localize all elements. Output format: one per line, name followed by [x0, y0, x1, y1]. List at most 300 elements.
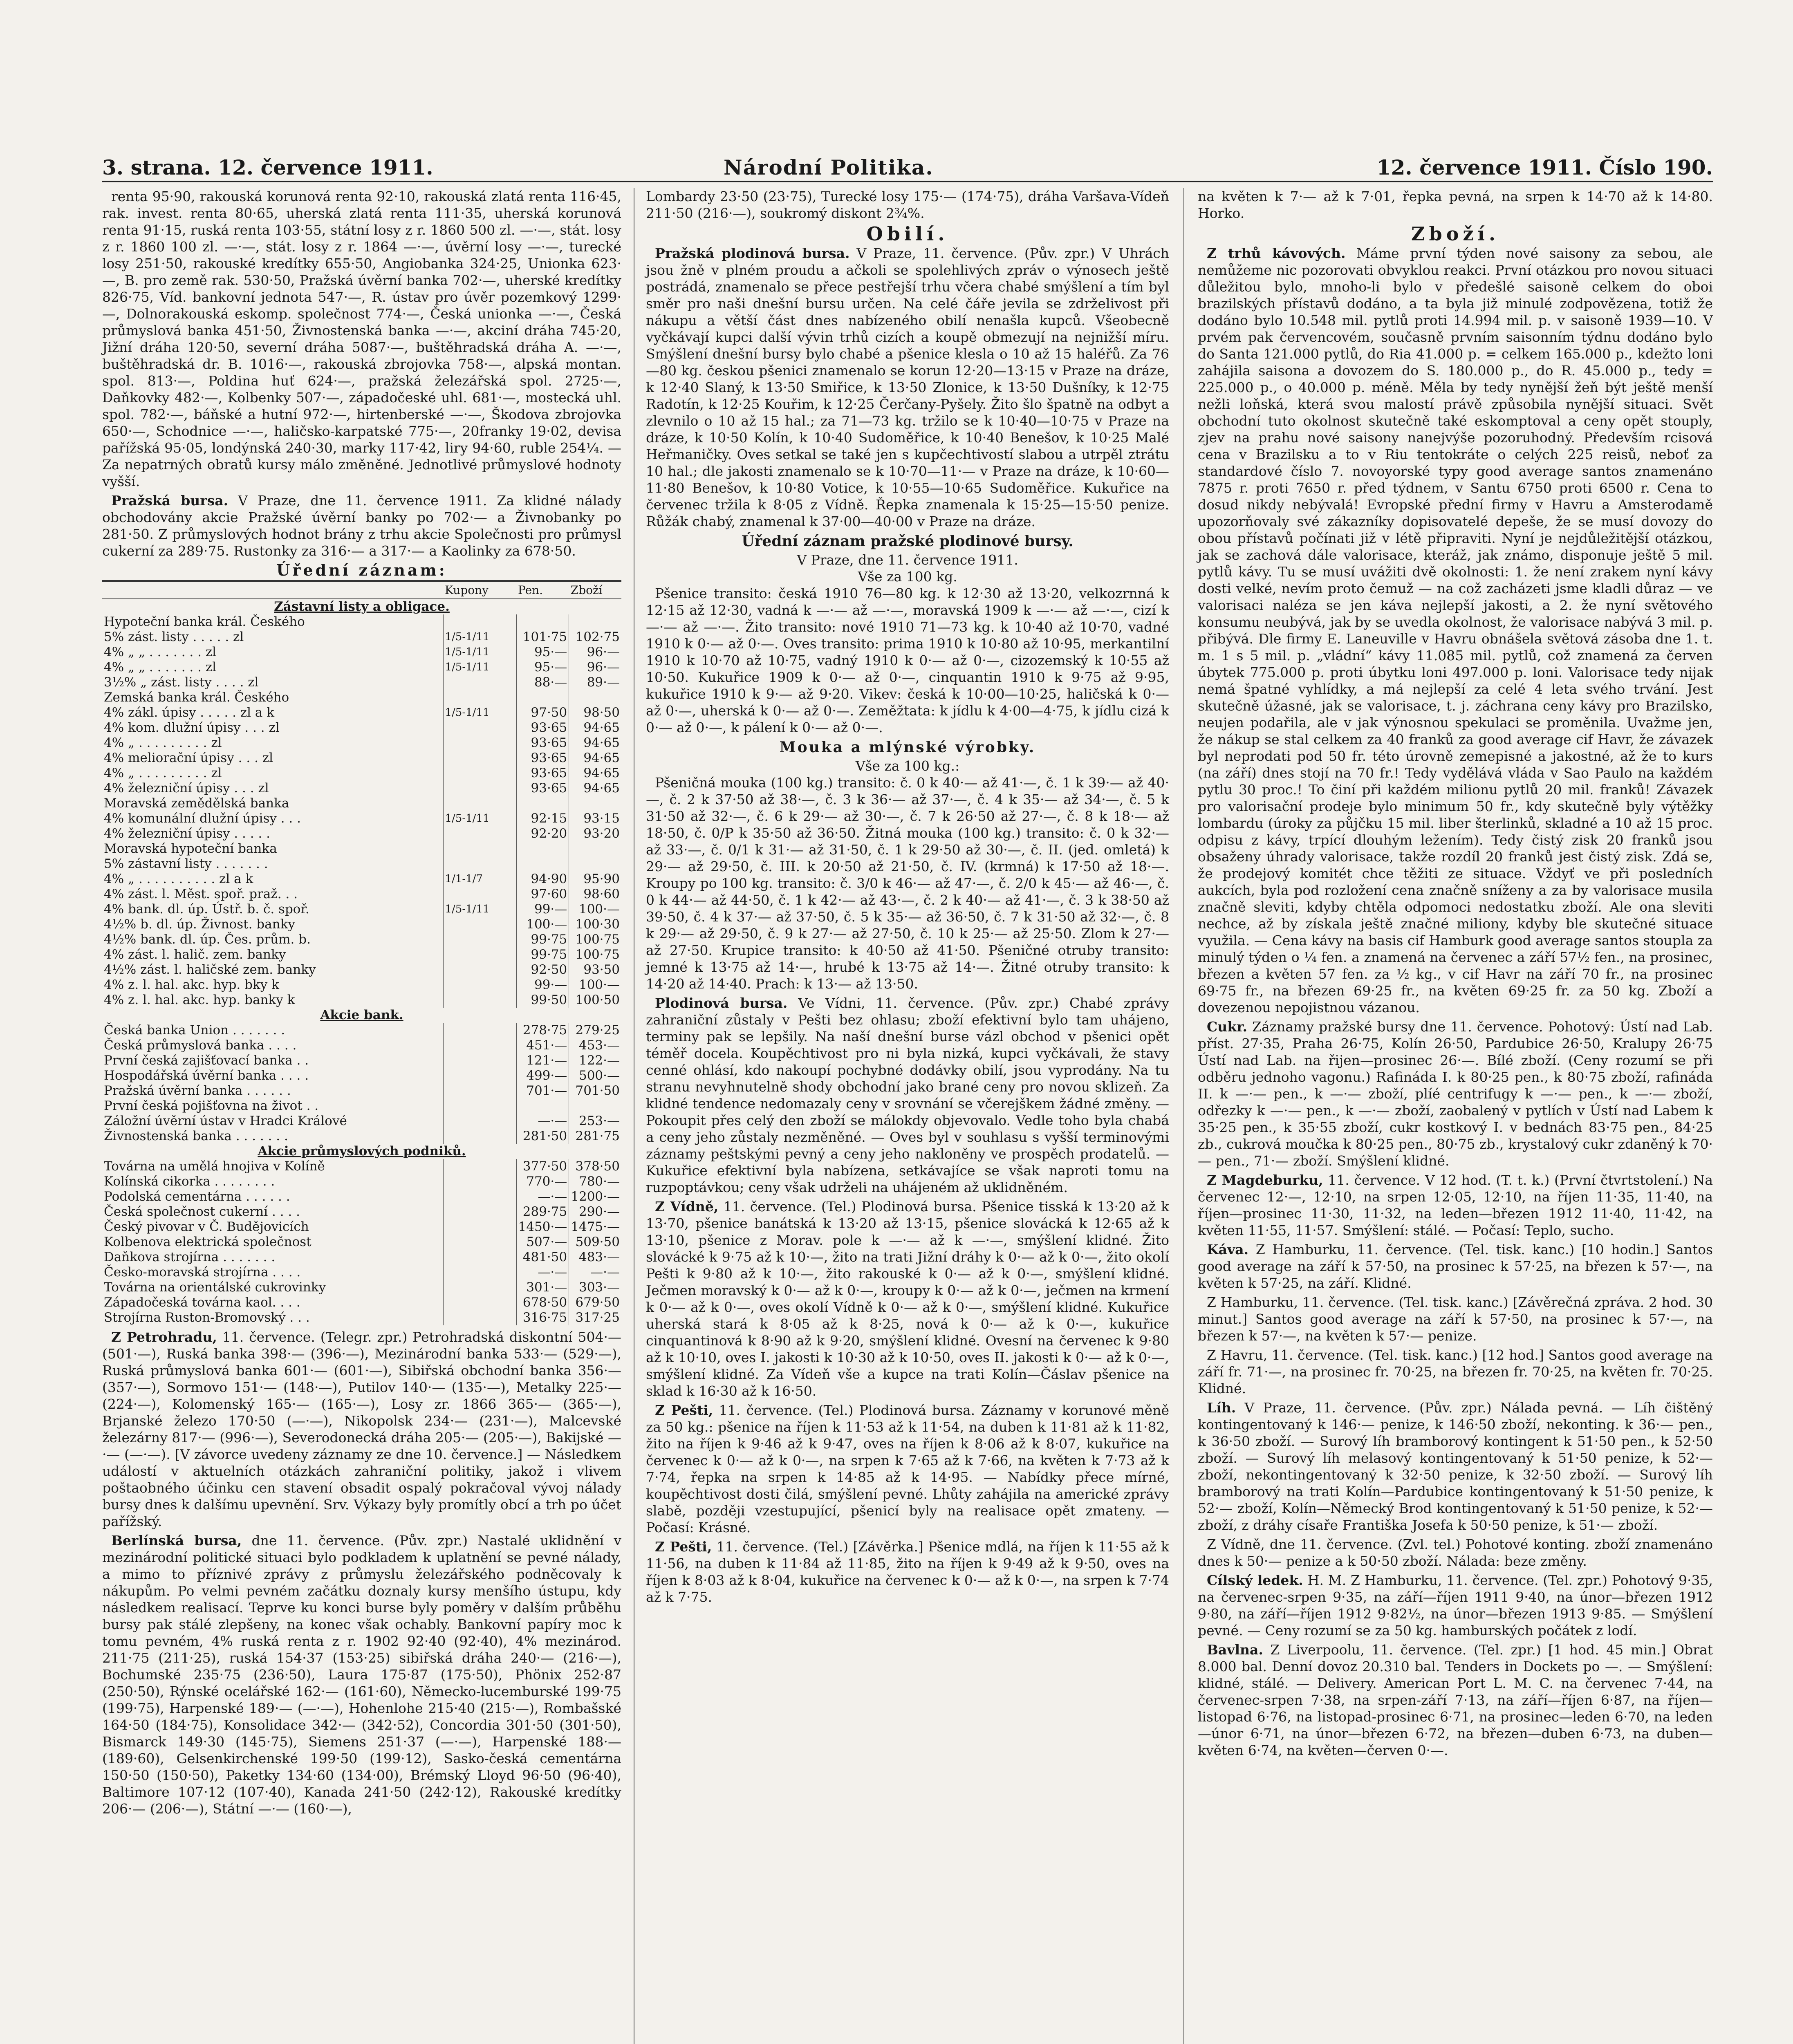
table-row	[102, 947, 621, 962]
price-ask: 453·—	[569, 1038, 621, 1053]
price-ask	[569, 690, 621, 705]
vienna-lead: Plodinová bursa.	[655, 995, 788, 1011]
coupon-dates	[443, 962, 516, 977]
price-bid	[516, 796, 569, 811]
petrograd-lead: Z Petrohradu,	[111, 1329, 217, 1345]
price-bid: 100·—	[516, 917, 569, 932]
price-bid	[516, 1098, 569, 1114]
table-row	[102, 735, 621, 751]
prague-bourse-lead: Pražská bursa.	[111, 493, 229, 509]
price-ask	[569, 1098, 621, 1114]
coupon-dates	[443, 856, 516, 872]
table-row	[102, 977, 621, 993]
table-row	[102, 1098, 621, 1114]
havr-paragraph: Z Havru, 11. července. (Tel. tisk. kanc.) [12 hod.] Santos good average na září fr. 71·—, na prosinec fr. 70·25, na březen fr. 70·25, na květen fr. 70·25. Klidné.	[1198, 1347, 1713, 1396]
coupon-dates	[443, 796, 516, 811]
coupon-dates	[443, 751, 516, 766]
price-ask	[569, 856, 621, 872]
security-name: Česká společnost cukerní . . . .	[104, 1204, 300, 1219]
security-name: Moravská zemědělská banka	[104, 796, 289, 811]
mouka-text: Pšeničná mouka (100 kg.) transito: č. 0 k 40·— až 41·—, č. 1 k 39·— až 40·—, č. 2 k 37·50 až 38·—, č. 3 k 36·— až 37·—, č. 4 k 35·— až 34·—, č. 5 k 31·50 až 32·—, č. 6 k 29·— až 30·—, č. 7 k 26·50 až 27·—, č. 8 k 18·— až 18·50, č. 0/P k 35·50 až 36·50. Žitná mouka (100 kg.) transito: č. 0 k 32·— až 33·—, č. 0/1 k 31·— až 31·50, č. 1 k 29·50 až 30·—, č. II. (jed. omletá) k 29·— až 29·50, č. III. k 20·50 až 21·50, č. IV. (krmná) k 17·50 až 18·—. Kroupy po 100 kg. transito: č. 3/0 k 46·— až 47·—, č. 2/0 k 45·— až 46·—, č. 0 k 44·— až 44·50, č. 1 k 42·— až 43·—, č. 2 k 40·— až 41·—, č. 3 k 38·50 až 39·50, č. 4 k 37·— až 37·50, č. 5 k 35·— až 36·50, č. 7 k 31·50 až 32·—, č. 8 k 29·— až 29·50, č. 9 k 27·— až 27·50, č. 10 k 25·— až 25·50. Zlom k 27·— až 27·50. Krupice transito: k 40·50 až 41·50. Pšeničné otruby transito: jemné k 13·75 až 14·—, hrubé k 13·75 až 14·—. Žitné otruby transito: k 14·20 až 14·40. Prach: k 13·— až 13·50.	[646, 775, 1169, 992]
kava-text: Máme první týden nové saisony za sebou, ale nemůžeme nic pozorovati obvyklou reakci. První otázkou pro novou situaci důležitou bylo, mnoho-li bylo v předešlé saisoně celkem do oboi brazilských přístavů dodáno, a ta byla již minulé zodpovězena, totiž že dodáno bylo 10.548 mil. pytlů proti 14.994 mil. p. v saisoně 1939—10. V prvém pak červencovém, současně prvním saisonním týdnu dodáno bylo do Santa 121.000 pytlů, do Ria 41.000 p. = celkem 165.000 p., kdežto loni zahájila saisona a dovozem do S. 180.000 p., do R. 45.000 p., tedy = 225.000 p., o 40.000 p. méně. Měla by tedy nynější žeň být ještě menší nežli loňská, která svou malostí právě způsobila nynější situaci. Svět obchodní tuto okolnost skutečně také eskomptoval a ceny opět stouply, zjev na prahu nové saisony nanejvýše pozoruhodný. Především rcisová cena v Brazilsku a to v Riu tentokráte o celých 225 reisů, neboť za standardové číslo 7. novoyorské typy good average santos znamenáno 7875 r. proti 7650 r. před týdnem, v Santu 6750 proti 6500 r. Cena to dosud nikdy nebývalá! Evropské přední firmy v Havru a Amsterodamě upozorňovaly své zákazníky dopisovatelé depeše, že se musí dovozy do obou přístavů počínati již v létě připraviti. Nyní je nejdůležitější otázkou, jak se zachová dále valorisace, kteráž, jak známo, disponuje ještě 5 mil. pytlů kávy. Tu se musí uvážiti dvě okolnosti: 1. že není zrakem nyní kávy dosti velké, nevím proto čemuž — na což zacházeti jsme kladli důraz — ve valorisaci naléza se jen káva nejlepší jakosti, a 2. že nyní světového konsumu neubývá, jak by se uvedla okolnost, že valorisace nabývá 3 mil. p. přibývá. Dle firmy E. Laneuville v Havru obnášela světová zásoba dne 1. t. m. 1 s 5 mil. p. „vládní“ kávy 11.085 mil. pytlů, což znamená za červen úbytek 775.000 p. proti úbytku loni 497.000 p. loni. Valorisace tedy nijak nemá špatné vyhlídky, a má nejlepší za celé 4 leta svého trvání. Jest skutečně úžasné, jak se valorisace, t. j. záchrana ceny kávy pro Brazilsko, neujen podařila, ale v jak výnosnou spekulaci se proměnila. Uvažme jen, že nákup se stal celkem za 40 franků za good average cif Havr, že závazek byl neprodati pod 50 fr. této úrovně zemepisné a jakostné, až že to kurs (na září) dnes stojí na 70 fr.! Tedy vydělává vláda v Sao Paulo na každém pytlu 30 proc.! To činí při každém milionu pytlů 20 mil. franků! Závazek pro valorisační prodeje bylo minimum 50 fr., kdy skutečně byly výtěžky lombardu (úroky za půjčku 15 mil. liber šterlinků, skladné a 10 až 15 proc. odpisu z kávy, trpící dlouhým ležením). Tedy čistý zisk 20 franků jsou obsaženy úhrady valorisace, takže rozdíl 20 franků jest čistý zisk. Zdá se, že prodejový komitét chce těžiti ze situace. Vždyť ve při posledních aukcích, byla pod rozložení cena značně sníženy a za by valorisace musila značně sleviti, kdyby chtěla odpomoci nedostatku zboží. Ale ona sleviti nechce, až by získala ještě značné miliony, kdyby ble skutečné situace využila. — Cena kávy na basis cif Hamburk good average santos stoupla za minulý týden o ¼ fen. a znamená na červenec a září 57½ fen., na prosinec, březen a květen 57 fen. za ½ kg., v cif Havr na září 70 fr., na prosinec 69·75 fr., na březen 69·25 fr., na květen 69·25 fr. za 50 kg. Zboží a dovezenou nepojistnou vázanou.	[1198, 245, 1713, 1015]
column-divider-2	[1183, 188, 1184, 2044]
coupon-dates	[443, 735, 516, 751]
table-row	[102, 872, 621, 887]
security-name: Pražská úvěrní banka . . . . . .	[104, 1083, 291, 1098]
price-ask: 303·—	[569, 1280, 621, 1295]
price-ask: 100·75	[569, 947, 621, 962]
security-name: 4% z. l. hal. akc. hyp. banky k	[104, 993, 295, 1007]
security-name: Záložní úvěrní ústav v Hradci Králové	[104, 1114, 347, 1128]
price-bid: 701·—	[516, 1083, 569, 1098]
coupon-dates	[443, 1189, 516, 1204]
security-name: 4% bank. dl. úp. Ústř. b. č. spoř.	[104, 902, 309, 917]
price-ask: 253·—	[569, 1114, 621, 1129]
price-bid: 93·65	[516, 751, 569, 766]
price-ask: 93·15	[569, 811, 621, 826]
magdeburg-paragraph	[1198, 1172, 1713, 1239]
price-bid: 95·—	[516, 645, 569, 660]
price-ask: 509·50	[569, 1235, 621, 1250]
section-zbozi-title: Zboží.	[1411, 223, 1500, 245]
table-row	[102, 690, 621, 705]
table-row	[102, 781, 621, 796]
ledek-paragraph	[1198, 1572, 1713, 1639]
security-name: 4% „ „ . . . . . . . zl	[104, 660, 217, 675]
coupon-dates	[443, 826, 516, 841]
price-ask: 378·50	[569, 1159, 621, 1174]
table-row	[102, 932, 621, 947]
price-ask: 100·—	[569, 977, 621, 993]
coupon-dates	[443, 1159, 516, 1174]
table-row	[102, 660, 621, 675]
col1-intro: renta 95·90, rakouská korunová renta 92·10, rakouská zlatá renta 116·45, rak. invest. renta 80·65, uherská zlatá renta 111·35, uherská korunová renta 91·15, ruská renta 103·55, státní losy z r. 1860 500 zl. —·—, stát. losy z r. 1860 100 zl. —·—, stát. losy z r. 1864 —·—, úvěrní losy —·—, turecké losy 251·50, rakouské kredítky 655·50, Angiobanka 324·25, Unionka 623·—, B. pro země rak. 530·50, Pražská úvěrní banka 702·—, uherské kredítky 826·75, Víd. bankovní jednota 547·—, R. ústav pro úvěr pozemkový 1299·—, Dolnorakouská eskomp. společnost 774·—, Česká unionka —·—, Česká průmyslová banka 451·50, Živnostenská banka —·—, akciní dráha 745·20, Jižní dráha 120·50, severní dráha 5087·—, buštěhradská dráha A. —·—, buštěhradská dr. B. 1016·—, rakouská zbrojovka 758·—, alpská montan. spol. 813·—, Poldina huť 624·—, pražská železářská spol. 2725·—, Daňkovky 482·—, Kolbenky 507·—, západočeské uhl. 681·—, mostecká uhl. spol. 782·—, báňské a hutní 972·—, hirtenberské —·—, Škodova zbrojovka 650·—, Schodnice —·—, haličsko-karpatské 775·—, 20franky 19·02, devisa pařížská 95·05, londýnská 240·30, marky 117·42, liry 94·60, ruble 254¼. — Za nepatrných obratů kursy málo změněné. Jednotlivé průmyslové hodnoty vyšší.	[102, 188, 621, 489]
petrograd-paragraph	[102, 1329, 621, 1530]
price-bid: 92·15	[516, 811, 569, 826]
price-ask: 94·65	[569, 735, 621, 751]
price-bid: 316·75	[516, 1310, 569, 1325]
security-name: Továrna na umělá hnojiva v Kolíně	[104, 1159, 325, 1174]
table-row	[102, 1114, 621, 1129]
header-pen: Pen.	[516, 581, 569, 599]
security-name: Kolínská cikorka . . . . . . . .	[104, 1174, 275, 1189]
security-name: 4% „ „ . . . . . . . zl	[104, 645, 217, 659]
lih-text: V Praze, 11. července. (Pův. zpr.) Nálada pevná. — Líh čištěný kontingentovaný k 146·— penize, k 146·50 zboží, nekonting. k 36·— pen., k 36·50 zboží. — Surový líh bramborový kontingent k 51·50 pen., k 52·50 zboží. — Surový líh melasový kontingentovaný k 51·50 penize, k 52·— zboží, nekontingentovaný k 32·50 penize, k 32·50 zboží. — Surový líh bramborový na trati Kolín—Pardubice kontingentovaný k 51·50 penize, k 52·— zboží, Kolín—Německý Brod kontingentovaný k 51·50 penize, k 52·— zboží, z dráhy císaře Františka Josefa k 50·50 penize, k 51·— zboží.	[1198, 1400, 1713, 1533]
coupon-dates: 1/5-1/11	[443, 630, 516, 645]
table-row	[102, 1129, 621, 1144]
security-name: 4½% b. dl. úp. Živnost. banky	[104, 917, 295, 932]
table-row	[102, 1310, 621, 1325]
security-name: 4% „ . . . . . . . . . . zl a k	[104, 872, 253, 886]
official-plodinova-unit: Vše za 100 kg.	[858, 569, 957, 585]
mouka-title: Mouka a mlýnské výrobky.	[779, 739, 1036, 756]
table-row	[102, 1068, 621, 1083]
cukr-lead: Cukr.	[1207, 1019, 1247, 1035]
price-bid: 121·—	[516, 1053, 569, 1068]
coupon-dates	[443, 1174, 516, 1189]
table-row	[102, 917, 621, 932]
quotes-group-title	[102, 599, 621, 614]
table-row	[102, 993, 621, 1008]
security-name: Český pivovar v Č. Budějovicích	[104, 1219, 309, 1234]
official-plodinova-text: Pšenice transito: česká 1910 76—80 kg. k 12·30 až 13·20, velkozrnná k 12·15 až 12·30, vadná k —·— až —·—, moravská 1909 k —·— až —·—, cizí k —·— až —·—. Žito transito: nové 1910 71—73 kg. k 10·40 až 10·70, vadné 1910 k 0·— až 0·—. Oves transito: prima 1910 k 10·80 až 10·95, merkantilní 1910 k 10·70 až 10·75, vadný 1910 k 0·— až 0·—, cizozemský k 10·55 až 10·50. Kukuřice 1909 k 0·— až 0·—, cinquantin 1910 k 9·75 až 9·95, kukuřice 1910 k 9·— až 9·20. Vikev: česká k 10·00—10·25, haličská k 0·— až 0·—, uherská k 0·— až 0·—. Zeměžtata: k jídlu k 4·00—4·75, k jídlu cizá k 0·— až 0·—, k pálení k 0·— až 0·—.	[646, 585, 1169, 735]
security-name: První česká zajišťovací banka . .	[104, 1053, 309, 1068]
security-name: 4% meliorační úpisy . . . zl	[104, 751, 273, 765]
price-ask: 679·50	[569, 1295, 621, 1310]
plodinova-text: V Praze, 11. července. (Pův. zpr.) V Uhrách jsou žně v plném proudu a ačkoli se spolehlivých zpráv o výnosech ještě postrádá, znamenalo se přece pestřejší trhu včera chabé smýšlení a tím byl směr pro naši dnešní bursu určen. Na celé čáře jevila se zdrželivost při nákupu a větší část dnes nabízeného obilí nenašla kupců. Všeobecně vyčkávají kupci další vývin trhů cizích a koupě obmezují na nejnižší míru. Smýšlení dnešní bursy bylo chabé a pšenice klesla o 10 až 15 haléřů. Za 76—80 kg. českou pšenici znamenalo se korun 12·20—13·15 v Praze na dráze, k 12·40 Slaný, k 13·50 Smiřice, k 13·50 Zlonice, k 13·50 Dušníky, k 12·75 Radotín, k 12·25 Kouřim, k 12·25 Čerčany-Pyšely. Žito šlo špatně na odbyt a zlevnilo o 10 až 15 hal.; za 71—73 kg. tržilo se k 10·40—10·75 v Praze na dráze, k 10·50 Kolín, k 10·40 Sudoměřice, k 10·40 Benešov, k 10·25 Malé Heřmaničky. Oves setkal se také jen s kupčechtivostí slabou a utrpěl ztrátu 10 hal.; dle jakosti znamenalo se k 10·70—11·— v Praze na dráze, k 10·60—11·80 Benešov, k 10·80 Votice, k 10·55—10·65 Sudoměřice. Kukuřice na červenec tržila k 8·05 z Vídně. Řepka znamenala k 15·25—15·50 penize. Růžák chabý, znamenal k 37·00—40·00 v Praze na dráze.	[646, 245, 1169, 529]
price-bid: 92·20	[516, 826, 569, 841]
price-bid: 770·—	[516, 1174, 569, 1189]
coupon-dates	[443, 1083, 516, 1098]
pest2-text: 11. července. (Tel.) [Závěrka.] Pšenice mdlá, na říjen k 11·55 až k 11·56, na duben k 11·84 až 11·85, žito na říjen k 9·49 až k 9·50, oves na říjen k 8·03 až k 8·04, kukuřice na červenec k 0·— až k 0·—, na srpen k 7·74 až k 7·75.	[646, 1539, 1169, 1605]
price-ask: 94·65	[569, 766, 621, 781]
coupon-dates	[443, 781, 516, 796]
price-ask: 500·—	[569, 1068, 621, 1083]
column-1	[102, 188, 621, 1820]
price-ask: 98·50	[569, 705, 621, 720]
price-ask: 102·75	[569, 630, 621, 645]
price-bid: 99·75	[516, 947, 569, 962]
price-bid: —·—	[516, 1189, 569, 1204]
header-zbozi: Zboží	[569, 581, 621, 599]
coupon-dates	[443, 1219, 516, 1235]
coupon-dates	[443, 932, 516, 947]
table-row	[102, 826, 621, 841]
price-bid: 289·75	[516, 1204, 569, 1219]
table-row	[102, 675, 621, 690]
vienna-paragraph	[646, 995, 1169, 1196]
header-kupony: Kupony	[443, 581, 516, 599]
bavlna-lead: Bavlna.	[1207, 1642, 1263, 1658]
price-ask: 1475·—	[569, 1219, 621, 1235]
prague-bourse-paragraph	[102, 492, 621, 559]
coupon-dates: 1/5-1/11	[443, 811, 516, 826]
cukr-text: Záznamy pražské bursy dne 11. července. Pohotový: Ústí nad Lab. příst. 27·35, Praha 26·75, Kolín 26·50, Pardubice 26·50, Kralupy 26·75 Ústí nad Lab. na řijen—prosinec 26·—. Bílé zboží. (Ceny rozumí se při odběru jednoho vagonu.) Rafináda I. k 80·25 pen., k 80·75 zboží, rafináda II. k —·— pen., k —·— zboží, plíé centrifugy k —·— pen., k —·— zboží, odřezky k —·— pen., k —·— zboží, zaobalený v pytlích v Ústí nad Labem k 35·25 pen., k 35·55 zboží, cukr kostkový I. v bednách 83·75 pen., 84·25 zb., cukrová moučka k 80·25 pen., 80·75 zb., krystalový cukr zdaněný k 70·— pen., 71·— zboží. Smýšlení klidné.	[1198, 1019, 1713, 1169]
price-ask: 93·50	[569, 962, 621, 977]
table-row	[102, 1038, 621, 1053]
coupon-dates: 1/5-1/11	[443, 705, 516, 720]
quotes-group-title	[102, 1008, 621, 1023]
price-bid: —·—	[516, 1114, 569, 1129]
price-ask: 780·—	[569, 1174, 621, 1189]
prague-bourse-text: V Praze, dne 11. července 1911. Za klidné nálady obchodovány akcie Pražské úvěrní banky po 702·— a Živnobanky po 281·50. Z průmyslových hodnot brány z trhu akcie Společnosti pro průmysl cukerní za 289·75. Rustonky za 316·— a 317·— a Kaolinky za 678·50.	[102, 493, 621, 559]
security-name: Česko-moravská strojírna . . . .	[104, 1265, 301, 1280]
price-ask	[569, 841, 621, 856]
official-record-title: Úřední záznam:	[276, 561, 447, 579]
security-name: Továrna na orientálské cukrovinky	[104, 1280, 326, 1295]
quotes-table-header	[102, 581, 621, 599]
coupon-dates	[443, 977, 516, 993]
price-bid: 1450·—	[516, 1219, 569, 1235]
price-bid: 278·75	[516, 1023, 569, 1038]
price-bid: 451·—	[516, 1038, 569, 1053]
price-ask: 96·—	[569, 660, 621, 675]
security-name: 4% „ . . . . . . . . . zl	[104, 735, 222, 750]
price-ask: 701·50	[569, 1083, 621, 1098]
security-name: Západočeská továrna kaol. . . .	[104, 1295, 300, 1310]
security-name: 4½% zást. l. haličské zem. banky	[104, 962, 316, 977]
security-name: 4% kom. dlužní úpisy . . . zl	[104, 720, 280, 735]
column-3	[1198, 188, 1713, 1761]
security-name: 3½% „ zást. listy . . . . zl	[104, 675, 259, 690]
table-row	[102, 766, 621, 781]
security-name: 4% zákl. úpisy . . . . . zl a k	[104, 705, 275, 720]
table-row	[102, 1280, 621, 1295]
security-name: 4% z. l. hal. akc. hyp. bky k	[104, 977, 279, 992]
security-name: Podolská cementárna . . . . . .	[104, 1189, 290, 1204]
price-ask: 89·—	[569, 675, 621, 690]
price-bid	[516, 614, 569, 630]
quotes-group-title-cell: Akcie bank.	[320, 1008, 403, 1022]
column-2	[646, 188, 1169, 1608]
price-ask: 98·60	[569, 887, 621, 902]
vienna-text: Ve Vídni, 11. července. (Pův. zpr.) Chabé zprávy zahraniční zůstaly v Pešti bez ohlasu; zboží efektivní bylo tam uhájeno, terminy pak se lepšily. Na naší dnešní burse vázl obchod v pšenici opět téměř docela. Koupěchtivost pro ni byla nizká, kupci vyčkávali, že stavy cenné ohlásí, kdo nakoupí pochybné dodávky obilí, jsou vyprodány. Na tu stranu nevyhnutelně shody obchodní jako brané ceny pro novou sklizeň. Za klidné tendence nedomazaly ceny v srovnání se včerejškem žádné změny. — Pokoupit přes celý den zboží se málokdy objevovalo. Vedle toho byla chabá a ceny jeho zůstaly nezměněné. — Oves byl v souhlasu s vyšší terminovými záznamy peštskými pevný a ceny jeho nakloněny ve prospěch prodatelů. — Kukuřice efektivní byla nabízena, setkávajíce se však naproti tomu na ruzpoptávkou; ceny však udrželi na uhájeném až uklidněném.	[646, 995, 1169, 1195]
lih2-paragraph: Z Vídně, dne 11. července. (Zvl. tel.) Pohotové konting. zboží znamenáno dnes k 50·— penize a k 50·50 zboží. Nálada: beze změny.	[1198, 1536, 1713, 1569]
pest-paragraph	[646, 1402, 1169, 1536]
table-row	[102, 1204, 621, 1219]
security-name: 5% zástavní listy . . . . . . .	[104, 856, 268, 871]
table-row	[102, 841, 621, 856]
kava2-lead: Káva.	[1207, 1242, 1249, 1257]
coupon-dates	[443, 1129, 516, 1144]
table-row	[102, 796, 621, 811]
berlin-text: dne 11. července. (Pův. zpr.) Nastalé uklidnění v mezinárodní politické situaci bylo podkladem k uplatnění se pevné nálady, a mimo to příznivé zprávy z průmyslu železářského podněcovaly k nákupům. Po velmi pevném začátku doznaly kursy menšího ústupu, kdy následkem realisací. Teprve ku konci burse byly poměry v dalším průběhu bursy pak stálé zlepšeny, na konec však ochably. Bankovní papíry moc k tomu pevném, 4% ruská renta z r. 1902 92·40 (92·40), 4% mezinárod. 211·75 (211·25), ruská 154·37 (153·25) sibiřská dráha 240·— (216·—), Bochumské 235·75 (236·50), Laura 175·87 (175·50), Phönix 252·87 (250·50), Rýnské ocelářské 162·— (161·60), Německo-lucemburské 199·75 (199·75), Harpenské 189·— (—·—), Hohenlohe 215·40 (215·—), Rombašské 164·50 (184·75), Konsolidace 342·— (342·52), Concordia 301·50 (301·50), Bismarck 149·30 (145·75), Siemens 251·37 (—·—), Harpenské 188·— (189·60), Gelsenkirchenské 199·50 (199·12), Sasko-česká cementárna 150·50 (150·50), Paketky 134·60 (134·00), Brémský Lloyd 96·50 (96·40), Baltimore 107·12 (107·40), Kanada 241·50 (242·12), Rakouské kredítky 206·— (206·—), Státní —·— (160·—),	[102, 1533, 621, 1817]
col2-intro: Lombardy 23·50 (23·75), Turecké losy 175·— (174·75), dráha Varšava-Vídeň 211·50 (216·—), soukromý diskont 2¾%.	[646, 188, 1169, 221]
price-bid: 499·—	[516, 1068, 569, 1083]
coupon-dates: 1/5-1/11	[443, 645, 516, 660]
price-bid: 377·50	[516, 1159, 569, 1174]
coupon-dates	[443, 917, 516, 932]
security-name: 4% zást. l. halič. zem. banky	[104, 947, 286, 962]
header-page-info: 3. strana. 12. července 1911.	[102, 155, 433, 179]
table-row	[102, 811, 621, 826]
price-ask: 93·20	[569, 826, 621, 841]
price-bid: 99·50	[516, 993, 569, 1008]
price-ask	[569, 614, 621, 630]
kava2-paragraph	[1198, 1241, 1713, 1291]
coupon-dates	[443, 841, 516, 856]
pest-text: 11. července. (Tel.) Plodinová bursa. Záznamy v korunové měně za 50 kg.: pšenice na říjen k 11·53 až k 11·54, na duben k 11·81 až k 11·82, žito na říjen k 9·46 až k 9·47, oves na říjen k 8·06 až k 8·07, kukuřice na červenec k 0·— až k 0·—, na srpen k 7·65 až k 7·66, na květen k 7·73 až k 7·74, řepka na srpen k 14·85 až k 14·95. — Nabídky přece mírné, koupěchtivost dosti čilá, smýšlení pevné. Lhůty zahájila na americké zprávy slabě, později vzestupující, pšenicí byly na realisace opět zmateny. — Počasí: Krásné.	[646, 1402, 1169, 1535]
newspaper-page	[102, 155, 1713, 2044]
price-bid: 97·50	[516, 705, 569, 720]
plodinova-lead: Pražská plodinová bursa.	[655, 245, 850, 261]
kava-lead: Z trhů kávových.	[1207, 245, 1346, 261]
price-bid: 301·—	[516, 1280, 569, 1295]
pest2-lead: Z Pešti,	[655, 1539, 712, 1555]
page-header	[102, 155, 1713, 184]
table-row	[102, 720, 621, 735]
table-row	[102, 1159, 621, 1174]
table-row	[102, 902, 621, 917]
ledek-text: H. M. Z Hamburku, 11. července. (Tel. zpr.) Pohotový 9·35, na červenec-srpen 9·35, na září—říjen 1911 9·40, na únor—březen 1912 9·80, na září—říjen 1912 9·82½, na únor—březen 1913 9·85. — Smýšlení pevné. — Ceny rozumí se za 50 kg. hamburských počátek z lodí.	[1198, 1572, 1713, 1638]
magdeburg-text: 11. července. V 12 hod. (T. t. k.) (První čtvrtstolení.) Na červenec 12·—, 12·10, na srpen 12·05, 12·10, na říjen 11·35, 11·40, na říjen—prosinec 11·30, 11·32, na leden—březen 1912 11·40, 11·42, na květen 11·55, 11·57. Smýšlení: stálé. — Počasí: Teplo, sucho.	[1198, 1172, 1713, 1238]
quotes-group-title-cell: Zástavní listy a obligace.	[274, 599, 450, 614]
price-bid: 95·—	[516, 660, 569, 675]
coupon-dates	[443, 1250, 516, 1265]
price-ask: 94·65	[569, 751, 621, 766]
security-name: Strojírna Ruston-Bromovský . . .	[104, 1310, 310, 1325]
official-plodinova-title: Úřední záznam pražské plodinové bursy.	[742, 533, 1074, 550]
lih-paragraph	[1198, 1399, 1713, 1533]
vidne-lead: Z Vídně,	[655, 1199, 719, 1215]
petrograd-text: 11. července. (Telegr. zpr.) Petrohradská diskontní 504·— (501·—), Ruská banka 398·— (396·—), Mezinárodní banka 533·— (529·—), Ruská průmyslová banka 601·— (601·—), Sibiřská obchodní banka 356·— (357·—), Sormovo 151·— (148·—), Putilov 140·— (135·—), Metalky 225·— (224·—), Kolomenský 165·— (165·—), Losy zr. 1866 365·— (365·—), Brjanské železo 170·50 (—·—), Nikopolsk 234·— (231·—), Malcevské železárny 817·— (996·—), Severodonecká dráha 205·— (205·—), Bakijské —·— (—·—). [V závorce uvedeny záznamy ze dne 10. července.] — Následkem událostí v aktuelních otázkách zahraniční politiky, jakož i vlivem poštaobného účinku cen stavení obsadit ospalý pokračoval vývoj nálady bursy dnes k dalšímu upevnění. Srv. Výkazy byly promítly obcí a trh po účet pařížský.	[102, 1329, 621, 1529]
price-ask: 95·90	[569, 872, 621, 887]
official-plodinova-date: V Praze, dne 11. července 1911.	[797, 552, 1018, 568]
price-bid: 678·50	[516, 1295, 569, 1310]
kava2-text: Z Hamburku, 11. července. (Tel. tisk. kanc.) [10 hodin.] Santos good average na září k 57·50, na prosinec k 57·25, na březen k 57·—, na květen k 57·25, na září. Klidné.	[1198, 1242, 1713, 1291]
coupon-dates	[443, 1235, 516, 1250]
coupon-dates	[443, 1023, 516, 1038]
security-name: 5% zást. listy . . . . . zl	[104, 630, 244, 644]
table-row	[102, 1083, 621, 1098]
coupon-dates: 1/5-1/11	[443, 902, 516, 917]
lih-lead: Líh.	[1207, 1400, 1236, 1416]
coupon-dates	[443, 1053, 516, 1068]
table-row	[102, 705, 621, 720]
vidne-paragraph	[646, 1198, 1169, 1399]
security-name: 4% železniční úpisy . . . . .	[104, 826, 270, 841]
quotes-table	[102, 580, 621, 1325]
price-bid: 99·75	[516, 932, 569, 947]
coupon-dates	[443, 690, 516, 705]
berlin-lead: Berlínská bursa,	[111, 1533, 242, 1549]
table-row	[102, 751, 621, 766]
price-ask: 281·75	[569, 1129, 621, 1144]
price-ask: 100·50	[569, 993, 621, 1008]
bavlna-text: Z Liverpoolu, 11. července. (Tel. zpr.) [1 hod. 45 min.] Obrat 8.000 bal. Denní dovoz 20.310 bal. Tenders in Dockets po —. — Smýšlení: klidné, stálé. — Delivery. American Port L. M. C. na červenec 7·44, na červenec-srpen 7·38, na srpen-září 7·13, na září—říjen 6·87, na říjen—listopad 6·76, na listopad-prosinec 6·71, na prosinec—leden 6·70, na leden—únor 6·71, na únor—březen 6·72, na březen—duben 6·73, na duben—květen 6·74, na květen—červen 0·—.	[1198, 1642, 1713, 1758]
price-bid	[516, 690, 569, 705]
section-obili-title: Obilí.	[866, 223, 949, 245]
security-name: 4% „ . . . . . . . . . zl	[104, 766, 222, 780]
table-row	[102, 1265, 621, 1280]
bavlna-paragraph	[1198, 1641, 1713, 1759]
header-rule	[102, 181, 1713, 182]
table-row	[102, 1219, 621, 1235]
price-bid: 99·—	[516, 977, 569, 993]
table-row	[102, 614, 621, 630]
price-bid: 93·65	[516, 781, 569, 796]
price-ask: 100·30	[569, 917, 621, 932]
price-ask: 290·—	[569, 1204, 621, 1219]
coupon-dates	[443, 887, 516, 902]
price-ask: 96·—	[569, 645, 621, 660]
price-ask: 94·65	[569, 720, 621, 735]
price-bid	[516, 856, 569, 872]
coupon-dates	[443, 947, 516, 962]
price-bid: 281·50	[516, 1129, 569, 1144]
table-row	[102, 1023, 621, 1038]
table-row	[102, 887, 621, 902]
kava-paragraph	[1198, 245, 1713, 1016]
table-row	[102, 645, 621, 660]
berlin-paragraph	[102, 1532, 621, 1817]
security-name: 4% železniční úpisy . . . zl	[104, 781, 269, 796]
cukr-paragraph	[1198, 1018, 1713, 1169]
coupon-dates	[443, 1098, 516, 1114]
coupon-dates	[443, 993, 516, 1008]
price-bid: 94·90	[516, 872, 569, 887]
price-bid: 99·—	[516, 902, 569, 917]
security-name: Hospodářská úvěrní banka . . . .	[104, 1068, 309, 1083]
price-ask: 100·—	[569, 902, 621, 917]
price-bid: —·—	[516, 1265, 569, 1280]
table-row	[102, 1250, 621, 1265]
ledek-lead: Cílský ledek.	[1207, 1572, 1303, 1588]
security-name: 4% komunální dlužní úpisy . . .	[104, 811, 301, 826]
coupon-dates	[443, 1295, 516, 1310]
price-ask: 1200·—	[569, 1189, 621, 1204]
security-name: Česká průmyslová banka . . . .	[104, 1038, 297, 1053]
price-bid: 93·65	[516, 735, 569, 751]
coupon-dates	[443, 1204, 516, 1219]
security-name: Zemská banka král. Českého	[104, 690, 289, 705]
price-ask: 317·25	[569, 1310, 621, 1325]
price-bid	[516, 841, 569, 856]
quotes-group-title-cell: Akcie průmyslových podniků.	[258, 1144, 466, 1159]
price-bid: 97·60	[516, 887, 569, 902]
security-name: Česká banka Union . . . . . . .	[104, 1023, 285, 1038]
security-name: Moravská hypoteční banka	[104, 841, 277, 856]
price-bid: 92·50	[516, 962, 569, 977]
price-bid: 101·75	[516, 630, 569, 645]
price-bid: 507·—	[516, 1235, 569, 1250]
security-name: 4½% bank. dl. úp. Čes. prům. b.	[104, 932, 311, 947]
vidne-text: 11. července. (Tel.) Plodinová bursa. Pšenice tisská k 13·20 až k 13·70, pšenice banátská k 13·20 až 13·15, pšenice slovácká k 12·65 až k 13·10, pšenice z Morav. pole k —·— až k —·—, smýšlení klidné. Žito slovácké k 9·75 až k 10·—, žito na trati Jižní dráhy k 0·— až k 0·—, žito okolí Pešti k 9·80 až k 10·—, žito rakouské k 0·— až k 0·—, smýšlení klidné. Ječmen moravský k 0·— až k 0·—, kroupy k 0·— až k 0·—, ječmen na krmení k 0·— až k 0·—, oves okolí Vídně k 0·— až k 0·—, smýšlení klidné. Kukuřice uherská stará k 8·05 až k 8·25, nová k 0·— až k 0·—, kukuřice cinquantinová k 8·90 až k 9·20, smýšlení klidné. Ovesní na červenec k 9·80 až k 10·10, oves I. jakosti k 10·30 až k 10·50, oves II. jakosti k 0·— až k 0·—, smýšlení klidné. Za Vídeň vše a kupce na trati Kolín—Čáslav pšenice na sklad k 16·30 až k 16·50.	[646, 1199, 1169, 1399]
pest2-paragraph	[646, 1538, 1169, 1605]
price-ask: 122·—	[569, 1053, 621, 1068]
quotes-group-title	[102, 1144, 621, 1159]
pest-lead: Z Pešti,	[655, 1402, 713, 1418]
coupon-dates	[443, 1310, 516, 1325]
price-ask: 279·25	[569, 1023, 621, 1038]
col3-intro: na květen k 7·— až k 7·01, řepka pevná, na srpen k 14·70 až k 14·80. Horko.	[1198, 188, 1713, 221]
price-ask: —·—	[569, 1265, 621, 1280]
coupon-dates	[443, 614, 516, 630]
coupon-dates	[443, 1280, 516, 1295]
price-bid: 93·65	[516, 720, 569, 735]
table-row	[102, 1189, 621, 1204]
table-row	[102, 1053, 621, 1068]
magdeburg-lead: Z Magdeburku,	[1207, 1172, 1323, 1188]
header-masthead: Národní Politika.	[724, 155, 934, 179]
hamburg-paragraph: Z Hamburku, 11. července. (Tel. tisk. kanc.) [Závěrečná zpráva. 2 hod. 30 minut.] Santos good average na září k 57·50, na prosinec k 57·—, na březen k 57·—, na květen k 57·— penize.	[1198, 1294, 1713, 1344]
coupon-dates	[443, 720, 516, 735]
coupon-dates	[443, 1068, 516, 1083]
table-row	[102, 1235, 621, 1250]
security-name: 4% zást. l. Měst. spoř. praž. . .	[104, 887, 298, 901]
table-row	[102, 856, 621, 872]
price-bid: 481·50	[516, 1250, 569, 1265]
table-row	[102, 630, 621, 645]
price-bid: 93·65	[516, 766, 569, 781]
price-bid: 88·—	[516, 675, 569, 690]
plodinova-paragraph	[646, 245, 1169, 530]
mouka-unit: Vše za 100 kg.:	[855, 758, 960, 774]
security-name: Daňkova strojírna . . . . . . .	[104, 1250, 276, 1264]
security-name: První česká pojišťovna na život . .	[104, 1098, 319, 1113]
coupon-dates	[443, 766, 516, 781]
coupon-dates	[443, 675, 516, 690]
price-ask: 483·—	[569, 1250, 621, 1265]
table-row	[102, 1295, 621, 1310]
price-ask: 100·75	[569, 932, 621, 947]
coupon-dates	[443, 1114, 516, 1129]
header-issue-info: 12. července 1911. Číslo 190.	[1376, 155, 1713, 179]
coupon-dates	[443, 1265, 516, 1280]
coupon-dates: 1/1-1/7	[443, 872, 516, 887]
price-ask	[569, 796, 621, 811]
security-name: Kolbenova elektrická společnost	[104, 1235, 312, 1249]
